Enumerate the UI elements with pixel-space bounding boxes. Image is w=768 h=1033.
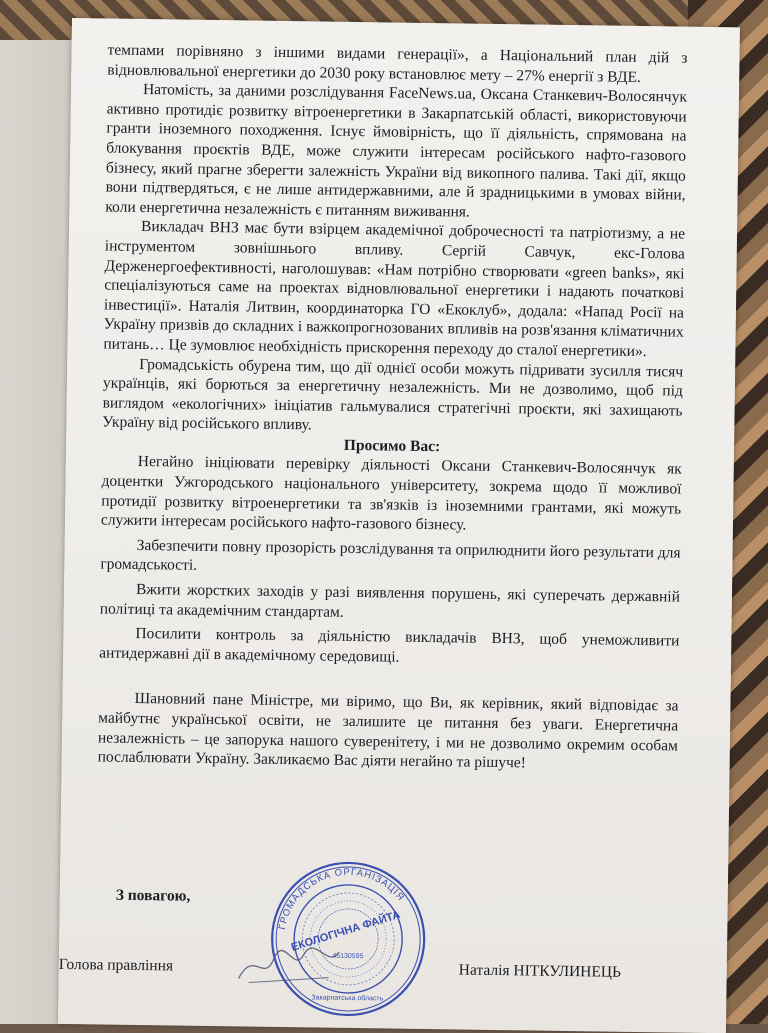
paragraph-investigation: Натомість, за даними розслідування FaceNews.ua, Оксана Станкевич-Волосянчук активно протидіє розвитку вітроенергетики в Закарпатській області, використовуючи гранти іноземного походження. Існує ймовірність, що її діяльність, спрямована на блокування проєктів ВДЕ, може служити інтересам російського нафто-газового бізнесу, який прагне зберегти залежність України від викопного палива. Такі дії, якщо вони підтвердяться, є не лише антидержавними, але й зрадницькими в умовах війни, коли енергетична незалежність є питанням виживання.: [105, 81, 688, 221]
paragraph-lecturer: Викладач ВНЗ має бути взірцем академічної доброчесності та патріотизму, а не інструментом зовнішнього впливу. Сергій Савчук, екс-Голова Держенергоефективності, наголошував: «Нам потрібно створювати «green banks», які спеціалізуються саме на проектах відновлювальної енергетики і надають початкові інвестиції». Наталія Литвин, координаторка ГО «Екоклуб», додала: «Напад Росії на Україну призвів до складних і важкопрогнозованих впливів на розв'язання кліматичних питань… Це зумовлює необхідність прискорення переходу до сталої енергетики».: [103, 218, 686, 360]
stamp-outer-text: ГРОМАДСЬКА ОРГАНІЗАЦІЯ: [276, 866, 407, 931]
signer-title: Голова правління: [58, 955, 174, 975]
stamp-code: 45130595: [332, 952, 364, 961]
request-item-2: Забезпечити повну прозорість розслідування та оприлюднити його результати для громадськості.: [100, 536, 681, 575]
request-item-3: Вжити жорстких заходів у разі виявлення порушень, які суперечать державній політиці та академічним стандартам.: [99, 580, 681, 621]
letter-body: [98, 41, 688, 776]
request-item-1: Негайно ініціювати перевірку діяльності Оксани Станкевич-Волосянчук як доцентки Ужгородського національного університету, зокрема щодо її можливої протидії розвитку вітроенергетики та зв'язків із іноземними грантами, які можуть служити інтересам російського нафто-газового бізнесу.: [100, 453, 682, 534]
signer-name: Наталія НІТКУЛИНЕЦЬ: [458, 961, 622, 981]
organization-stamp: [268, 859, 428, 1019]
paragraph-public: Громадськість обурена тим, що дії однієї особи можуть підривати зусилля тисяч українців, які борються за енергетичну незалежність. Ми не дозволимо, щоб під виглядом «екологічних» ініціатив гальмувалися стратегічні проєкти, які захищають Україну від російського впливу.: [102, 355, 684, 434]
request-item-4: Посилити контроль за діяльністю викладачів ВНЗ, щоб унеможливити антидержавні дії в академічному середовищі.: [99, 625, 680, 666]
regards-text: З повагою,: [115, 886, 191, 905]
paragraph-intro: темпами порівняно з іншими видами генерації», а Національний план дій з відновлювальної енергетики до 2030 року встановлює мету – 27% енергії з ВДЕ.: [107, 41, 688, 86]
closing-paragraph: Шановний пане Міністре, ми віримо, що Ви, як керівник, який відповідає за майбутнє української освіти, не залишите це питання без уваги. Енергетична незалежність – це запорука нашого суверенітету, і ми не дозволимо окремим особам послаблювати Україну. Закликаємо Вас діяти негайно та рішуче!: [97, 690, 679, 772]
letter-page: [58, 18, 740, 1033]
request-heading: Просимо Вас:: [343, 436, 441, 456]
stamp-bottom-text: Закарпатська область: [311, 994, 384, 1003]
stamp-center-text: ЕКОЛОГІЧНА ФАЙТА: [289, 908, 402, 954]
